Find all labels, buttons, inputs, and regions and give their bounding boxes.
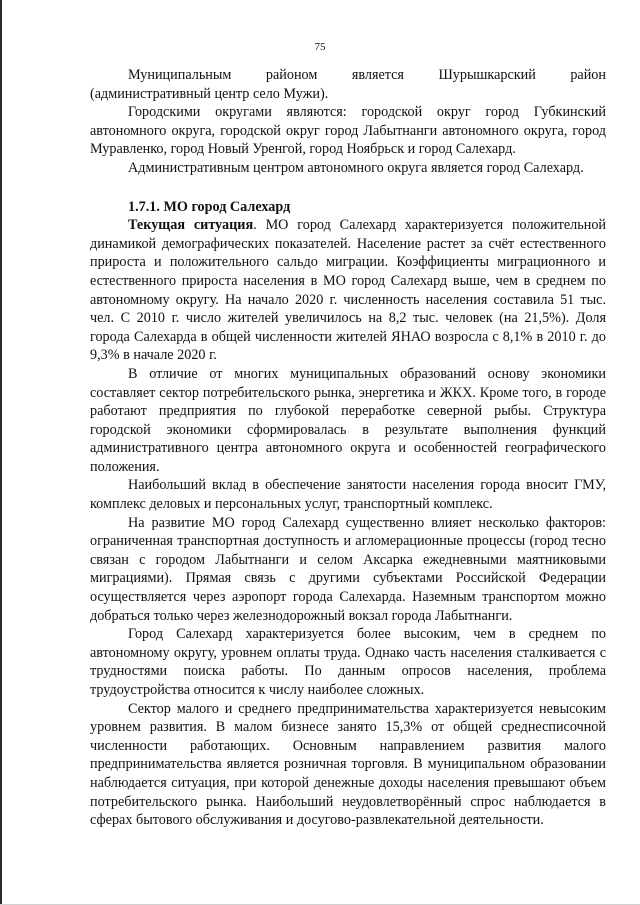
page-content xyxy=(90,66,606,830)
paragraph-municipal-district: Муниципальным районом является Шурышкарский район (административный центр село Мужи). xyxy=(90,67,606,102)
scan-edge xyxy=(0,0,2,905)
section-heading: 1.7.1. МО город Салехард xyxy=(128,198,291,215)
paragraph-current-situation xyxy=(90,216,606,365)
paragraph-employment: Наибольший вклад в обеспечение занятости населения города вносит ГМУ, комплекс деловых и персональных услуг, транспортный комплекс. xyxy=(90,477,606,513)
paragraph-development-factors: На развитие МО город Салехард существенно влияет несколько факторов: ограниченная транспортная доступность и агломерационные процессы (город тесно связан с городом Лабытнанги и селом Аксарка ежедневными маятниковыми миграциями). Прямая связь с другими субъектами Российской Федерации осуществляется через аэропорт города Салехарда. Наземным транспортом можно добраться только через железнодорожный вокзал города Лабытнанги. xyxy=(90,514,606,624)
paragraph-economy-structure: В отличие от многих муниципальных образований основу экономики составляет сектор потребительского рынка, энергетика и ЖКХ. Кроме того, в городе работают предприятия по глубокой переработке северной рыбы. Структура городской экономики сформировалась в результате выполнения функций административного центра автономного округа и особенностей географического положения. xyxy=(90,365,606,475)
page-number: 75 xyxy=(314,41,326,53)
paragraph-small-business: Сектор малого и среднего предпринимательства характеризуется невысоким уровнем развития. В малом бизнесе занято 15,3% от общей среднесписочной численности работающих. Основным направлением развития малого предпринимательства является розничная торговля. В муниципальном образовании наблюдается ситуация, при которой денежные доходы населения превышают объем потребительского рынка. Наибольший неудовлетворённый спрос наблюдается в сферах бытового обслуживания и досугово-развлекательной деятельности. xyxy=(90,700,606,829)
lead-text: . МО город Салехард характеризуется положительной динамикой демографических показателей. Население растет за счёт естественного прироста и положительного сальдо миграции. Коэффициенты миграционного и естественного прироста населения в МО город Салехард выше, чем в среднем по автономному округу. На начало 2020 г. численность населения составила 51 тыс. чел. С 2010 г. число жителей увеличилось на 8,2 тыс. человек (на 21,5%). Доля города Салехарда в общей численности жителей ЯНАО возросла с 8,1% в 2010 г. до 9,3% в начале 2020 г. xyxy=(90,217,607,364)
lead-label: Текущая ситуация xyxy=(128,217,254,234)
paragraph-urban-districts: Городскими округами являются: городской округ город Губкинский автономного округа, городской округ город Лабытнанги автономного округа, город Муравленко, город Новый Уренгой, город Ноябрьск и город Салехард. xyxy=(90,104,606,158)
paragraph-administrative-center: Административным центром автономного округа является город Салехард. xyxy=(128,159,584,176)
paragraph-wages: Город Салехард характеризуется более высоким, чем в среднем по автономному округу, уровнем оплаты труда. Однако часть населения сталкивается с трудностями поиска работы. По данным опросов населения, проблема трудоустройства относится к числу наиболее сложных. xyxy=(90,626,606,698)
